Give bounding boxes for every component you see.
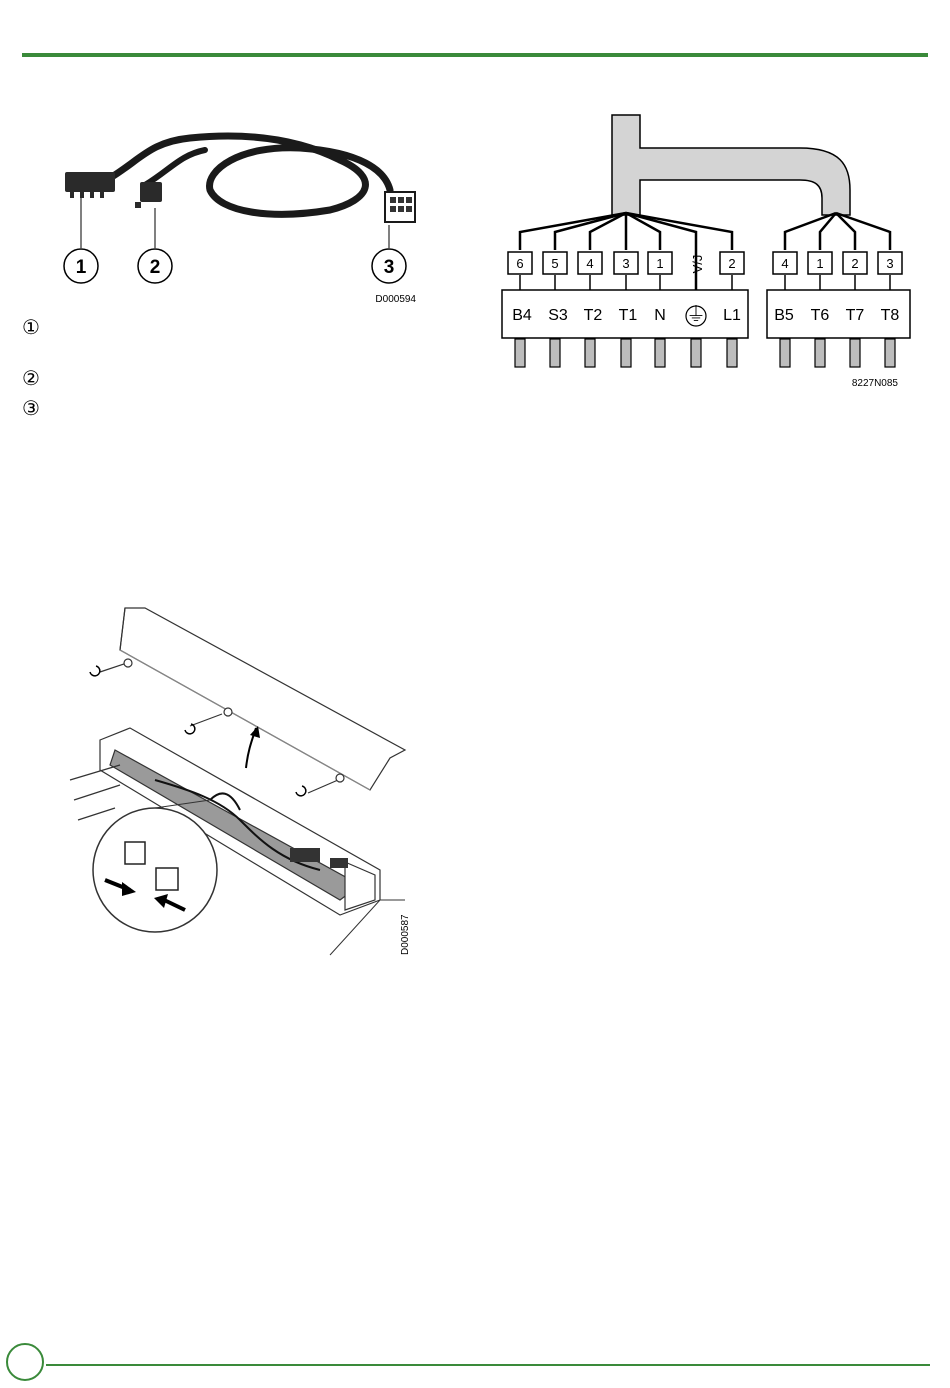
callout-2-label: 2 — [149, 257, 161, 278]
wiring-diagram — [500, 110, 920, 395]
cable-figure-code: D000594 — [375, 294, 416, 305]
installation-illustration — [60, 600, 420, 965]
wire-label-boxes — [508, 252, 902, 274]
terminal-label: T7 — [845, 307, 865, 324]
header-rule — [22, 53, 928, 57]
terminal-label: T6 — [810, 307, 830, 324]
legend-marker-1: ① — [22, 317, 40, 339]
terminal-label: N — [654, 307, 666, 324]
terminal-label: B5 — [774, 307, 794, 324]
terminal-label: L1 — [723, 307, 741, 324]
connector-2-icon — [135, 182, 162, 208]
wire-number: 3 — [886, 256, 894, 271]
wiring-diagram-code: 8227N085 — [851, 378, 898, 389]
terminal-label: S3 — [548, 307, 568, 324]
footer-rule — [46, 1364, 930, 1366]
terminal-label: T8 — [880, 307, 900, 324]
terminal-label: T2 — [583, 307, 603, 324]
installation-figure-code: D000587 — [400, 914, 411, 955]
callout-1-label: 1 — [75, 257, 87, 278]
callout-1 — [64, 249, 98, 283]
wire-number: 2 — [728, 256, 736, 271]
legend-marker-3: ③ — [22, 398, 40, 420]
wires-b — [785, 213, 890, 250]
earth-terminal-icon: ⏚ — [686, 304, 706, 326]
cable-drawing — [110, 136, 392, 214]
terminal-label: T1 — [618, 307, 638, 324]
wire-number: 4 — [586, 256, 594, 271]
callout-2 — [138, 249, 172, 283]
callout-3 — [372, 249, 406, 283]
pins — [515, 339, 895, 367]
wire-number: 1 — [656, 256, 664, 271]
wire-number: 3 — [622, 256, 630, 271]
wire-number-earth: V/J — [690, 254, 705, 274]
wire-number: 1 — [816, 256, 824, 271]
connector-3-icon — [385, 192, 415, 222]
wire-number: 2 — [851, 256, 859, 271]
cable-sheath — [612, 115, 850, 215]
wire-number: 5 — [551, 256, 559, 271]
cable-harness-illustration — [40, 100, 440, 310]
legend-marker-2: ② — [22, 368, 40, 390]
wire-number: 4 — [781, 256, 789, 271]
wire-number: 6 — [516, 256, 524, 271]
terminal-label: B4 — [512, 307, 532, 324]
page-number-circle — [6, 1343, 44, 1381]
connector-1-icon — [65, 172, 115, 198]
callout-3-label: 3 — [383, 257, 395, 278]
connector-detail-inset — [93, 808, 217, 932]
